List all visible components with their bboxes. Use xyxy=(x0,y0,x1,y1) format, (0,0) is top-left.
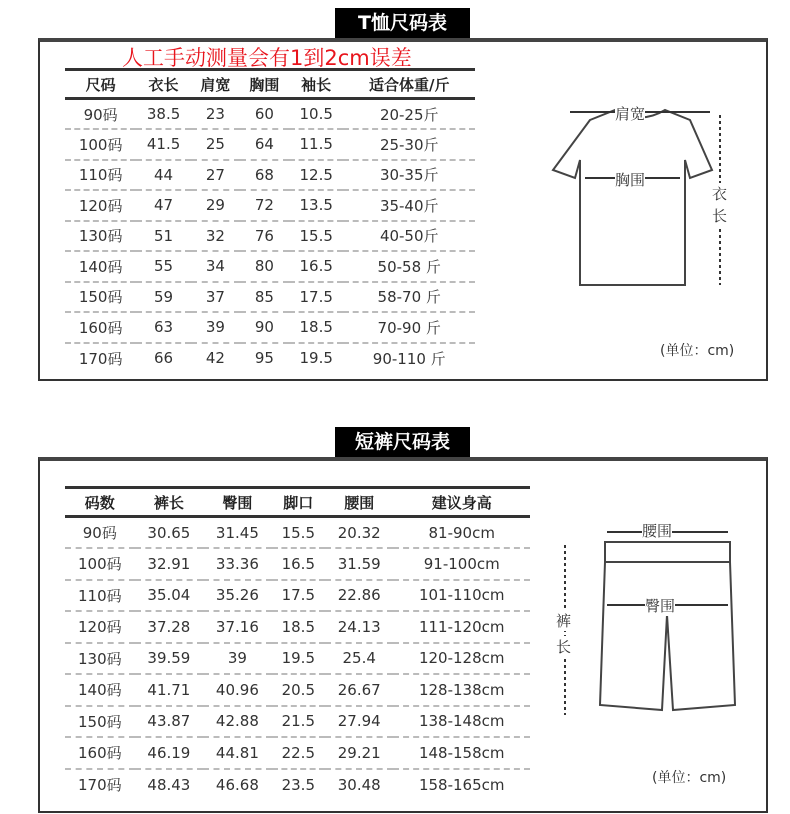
table-row xyxy=(65,548,530,580)
table-cell: 41.5 xyxy=(136,129,191,160)
table-row xyxy=(65,611,530,643)
table-cell: 34 xyxy=(191,251,240,282)
table-cell: 68 xyxy=(240,160,289,191)
table-cell: 140码 xyxy=(65,251,136,282)
table-cell: 70-90 斤 xyxy=(343,312,475,343)
waist-label: 腰围 xyxy=(642,522,673,540)
table-cell: 37.16 xyxy=(203,611,272,643)
table-cell: 90-110 斤 xyxy=(372,349,446,368)
table-cell: 38.5 xyxy=(136,99,191,130)
table-cell: 128-138cm xyxy=(393,674,530,706)
column-header: 码数 xyxy=(65,488,135,517)
table-row xyxy=(65,737,530,769)
table-cell: 30.48 xyxy=(337,775,381,794)
table-cell: 85 xyxy=(240,282,289,313)
table-cell: 18.5 xyxy=(272,611,325,643)
table-cell: 25 xyxy=(191,129,240,160)
table-cell: 170码 xyxy=(77,776,122,795)
table-cell: 148-158cm xyxy=(393,737,530,769)
table-cell: 19.5 xyxy=(272,643,325,675)
table-cell: 160码 xyxy=(65,737,135,769)
table-row xyxy=(65,221,475,252)
table-cell: 20.32 xyxy=(325,517,394,549)
table-cell: 27 xyxy=(191,160,240,191)
table-cell: 59 xyxy=(136,282,191,313)
table-cell: 48.43 xyxy=(147,775,191,794)
table-row xyxy=(65,643,530,675)
table-cell: 20-25斤 xyxy=(343,99,475,130)
table-row xyxy=(65,99,475,130)
shorts-size-table xyxy=(65,486,530,800)
chest-label: 胸围 xyxy=(615,171,646,189)
column-header: 衣长 xyxy=(136,70,191,99)
table-cell: 25.4 xyxy=(325,643,394,675)
unit-note: (单位：cm) xyxy=(652,770,727,786)
table-cell: 22.86 xyxy=(325,580,394,612)
table-cell: 39.59 xyxy=(135,643,204,675)
table-cell: 58-70 斤 xyxy=(343,282,475,313)
table-cell: 76 xyxy=(240,221,289,252)
unit-note: (单位：cm) xyxy=(660,343,735,359)
table-cell: 46.19 xyxy=(135,737,204,769)
table-cell: 42 xyxy=(205,349,225,368)
table-cell: 33.36 xyxy=(203,548,272,580)
table-row xyxy=(65,706,530,738)
table-cell: 35.26 xyxy=(203,580,272,612)
table-cell: 32 xyxy=(191,221,240,252)
table-cell: 47 xyxy=(136,190,191,221)
table-cell: 27.94 xyxy=(325,706,394,738)
column-header: 腰围 xyxy=(325,488,394,517)
table-cell: 11.5 xyxy=(289,129,344,160)
table-cell: 120-128cm xyxy=(393,643,530,675)
table-cell: 160码 xyxy=(65,312,136,343)
table-cell: 90码 xyxy=(65,517,135,549)
table-cell: 51 xyxy=(136,221,191,252)
table-cell: 111-120cm xyxy=(393,611,530,643)
column-header: 尺码 xyxy=(65,70,136,99)
table-cell: 72 xyxy=(240,190,289,221)
table-cell: 37.28 xyxy=(135,611,204,643)
table-row xyxy=(65,343,475,374)
table-cell: 130码 xyxy=(65,643,135,675)
table-cell: 25-30斤 xyxy=(343,129,475,160)
table-cell: 44.81 xyxy=(203,737,272,769)
table-cell: 12.5 xyxy=(289,160,344,191)
table-cell: 39 xyxy=(203,643,272,675)
header-row xyxy=(65,488,530,517)
table-cell: 140码 xyxy=(65,674,135,706)
table-cell: 19.5 xyxy=(299,349,333,368)
table-cell: 20.5 xyxy=(272,674,325,706)
table-cell: 15.5 xyxy=(289,221,344,252)
table-cell: 63 xyxy=(136,312,191,343)
table-cell: 42.88 xyxy=(203,706,272,738)
length-label-1: 衣 xyxy=(712,185,728,203)
table-cell: 22.5 xyxy=(272,737,325,769)
table-cell: 16.5 xyxy=(289,251,344,282)
table-cell: 17.5 xyxy=(272,580,325,612)
table-row xyxy=(65,769,530,801)
tshirt-title: T恤尺码表 xyxy=(335,8,470,38)
table-cell: 91-100cm xyxy=(393,548,530,580)
table-cell: 29 xyxy=(191,190,240,221)
column-header: 胸围 xyxy=(240,70,289,99)
table-cell: 150码 xyxy=(65,282,136,313)
column-header: 臀围 xyxy=(203,488,272,517)
table-cell: 138-148cm xyxy=(393,706,530,738)
table-cell: 120码 xyxy=(65,190,136,221)
table-cell: 39 xyxy=(191,312,240,343)
table-cell: 66 xyxy=(154,349,174,368)
measurement-notice: 人工手动测量会有1到2cm误差 xyxy=(122,46,412,70)
table-cell: 44 xyxy=(136,160,191,191)
table-cell: 150码 xyxy=(65,706,135,738)
table-cell: 24.13 xyxy=(325,611,394,643)
table-cell: 13.5 xyxy=(289,190,344,221)
table-cell: 130码 xyxy=(65,221,136,252)
hip-label: 臀围 xyxy=(645,597,676,615)
table-row xyxy=(65,129,475,160)
table-row xyxy=(65,190,475,221)
shorts-diagram xyxy=(545,520,745,720)
table-cell: 81-90cm xyxy=(393,517,530,549)
table-cell: 170码 xyxy=(78,349,123,368)
table-cell: 32.91 xyxy=(135,548,204,580)
table-cell: 35.04 xyxy=(135,580,204,612)
table-cell: 101-110cm xyxy=(393,580,530,612)
tshirt-size-table xyxy=(65,68,475,373)
table-cell: 100码 xyxy=(65,129,136,160)
table-row xyxy=(65,674,530,706)
table-cell: 31.45 xyxy=(203,517,272,549)
table-row xyxy=(65,580,530,612)
column-header: 肩宽 xyxy=(191,70,240,99)
table-cell: 110码 xyxy=(65,580,135,612)
table-cell: 17.5 xyxy=(289,282,344,313)
table-cell: 31.59 xyxy=(325,548,394,580)
length-label-2: 长 xyxy=(712,207,728,225)
table-cell: 120码 xyxy=(65,611,135,643)
table-cell: 90 xyxy=(240,312,289,343)
table-cell: 50-58 斤 xyxy=(343,251,475,282)
table-cell: 90码 xyxy=(65,99,136,130)
table-cell: 158-165cm xyxy=(418,775,505,794)
table-cell: 95 xyxy=(254,349,274,368)
table-cell: 110码 xyxy=(65,160,136,191)
table-cell: 46.68 xyxy=(215,775,259,794)
table-cell: 80 xyxy=(240,251,289,282)
table-cell: 64 xyxy=(240,129,289,160)
length-label-1: 裤 xyxy=(556,612,572,630)
table-cell: 29.21 xyxy=(325,737,394,769)
table-cell: 60 xyxy=(240,99,289,130)
table-cell: 16.5 xyxy=(272,548,325,580)
table-cell: 43.87 xyxy=(135,706,204,738)
table-cell: 40.96 xyxy=(203,674,272,706)
table-cell: 23.5 xyxy=(281,775,315,794)
table-cell: 26.67 xyxy=(325,674,394,706)
table-cell: 23 xyxy=(191,99,240,130)
table-row xyxy=(65,517,530,549)
table-row xyxy=(65,251,475,282)
column-header: 袖长 xyxy=(289,70,344,99)
length-label-2: 长 xyxy=(556,638,572,656)
column-header: 适合体重/斤 xyxy=(343,70,475,99)
table-cell: 10.5 xyxy=(289,99,344,130)
column-header: 脚口 xyxy=(272,488,325,517)
table-cell: 30.65 xyxy=(135,517,204,549)
table-cell: 40-50斤 xyxy=(343,221,475,252)
shoulder-label: 肩宽 xyxy=(615,105,646,123)
table-cell: 41.71 xyxy=(135,674,204,706)
table-cell: 18.5 xyxy=(289,312,344,343)
table-cell: 37 xyxy=(191,282,240,313)
table-cell: 21.5 xyxy=(272,706,325,738)
table-cell: 15.5 xyxy=(272,517,325,549)
table-cell: 35-40斤 xyxy=(343,190,475,221)
shorts-title: 短裤尺码表 xyxy=(335,427,470,457)
table-row xyxy=(65,312,475,343)
header-row xyxy=(65,70,475,99)
table-cell: 55 xyxy=(136,251,191,282)
table-cell: 100码 xyxy=(65,548,135,580)
table-row xyxy=(65,160,475,191)
table-cell: 30-35斤 xyxy=(343,160,475,191)
table-row xyxy=(65,282,475,313)
column-header: 裤长 xyxy=(135,488,204,517)
column-header: 建议身高 xyxy=(393,488,530,517)
